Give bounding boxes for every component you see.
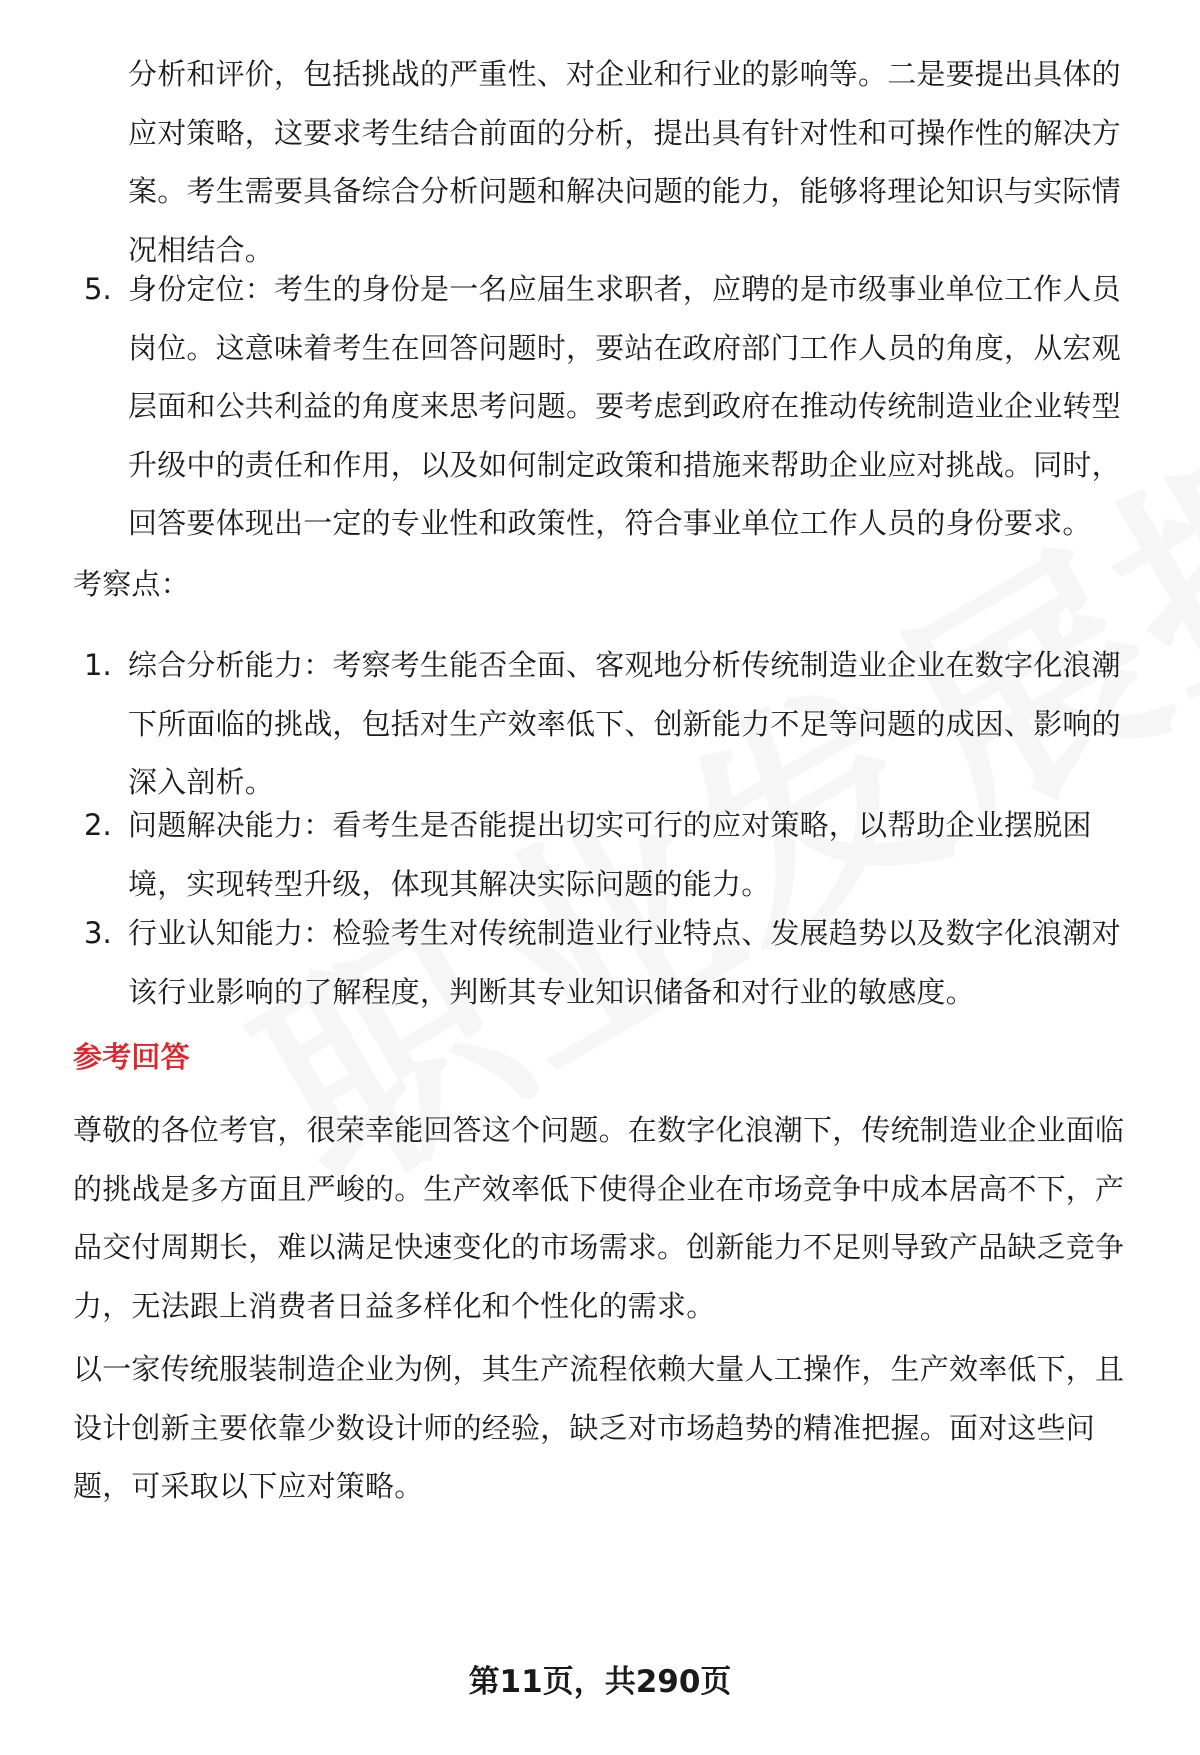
answer-paragraph-1: 尊敬的各位考官，很荣幸能回答这个问题。在数字化浪潮下，传统制造业企业面临的挑战是多方面且严峻的。生产效率低下使得企业在市场竞争中成本居高不下，产品交付周期长，难以满足快速变化的市场需求。创新能力不足则导致产品缺乏竞争力，无法跟上消费者日益多样化和个性化的需求。 bbox=[73, 1113, 1125, 1323]
item-5-text: 身份定位：考生的身份是一名应届生求职者，应聘的是市级事业单位工作人员岗位。这意味着考生在回答问题时，要站在政府部门工作人员的角度，从宏观层面和公共利益的角度来思考问题。要考虑到政府在推动传统制造业企业转型升级中的责任和作用，以及如何制定政策和措施来帮助企业应对挑战。同时，回答要体现出一定的专业性和政策性，符合事业单位工作人员的身份要求。 bbox=[128, 272, 1121, 540]
point-number-1: 1. bbox=[84, 648, 112, 682]
answer-paragraph-2: 以一家传统服装制造企业为例，其生产流程依赖大量人工操作，生产效率低下，且设计创新主要依靠少数设计师的经验，缺乏对市场趋势的精准把握。面对这些问题，可采取以下应对策略。 bbox=[73, 1352, 1125, 1503]
point-2-text: 问题解决能力：看考生是否能提出切实可行的应对策略，以帮助企业摆脱困境，实现转型升级，体现其解决实际问题的能力。 bbox=[128, 808, 1092, 901]
point-number-3: 3. bbox=[84, 916, 112, 950]
reference-answer-heading: 参考回答 bbox=[73, 1040, 190, 1074]
point-number-2: 2. bbox=[84, 808, 112, 842]
page-number-footer: 第11页，共290页 bbox=[468, 1664, 732, 1700]
kaocha-label: 考察点： bbox=[73, 567, 190, 601]
point-3-text: 行业认知能力：检验考生对传统制造业行业特点、发展趋势以及数字化浪潮对该行业影响的了解程度，判断其专业知识储备和对行业的敏感度。 bbox=[128, 916, 1121, 1009]
point-1-text: 综合分析能力：考察考生能否全面、客观地分析传统制造业企业在数字化浪潮下所面临的挑战，包括对生产效率低下、创新能力不足等问题的成因、影响的深入剖析。 bbox=[128, 648, 1121, 799]
item-number-5: 5. bbox=[84, 272, 112, 306]
continuation-paragraph: 分析和评价，包括挑战的严重性、对企业和行业的影响等。二是要提出具体的应对策略，这要求考生结合前面的分析，提出具有针对性和可操作性的解决方案。考生需要具备综合分析问题和解决问题的能力，能够将理论知识与实际情况相结合。 bbox=[128, 57, 1121, 267]
